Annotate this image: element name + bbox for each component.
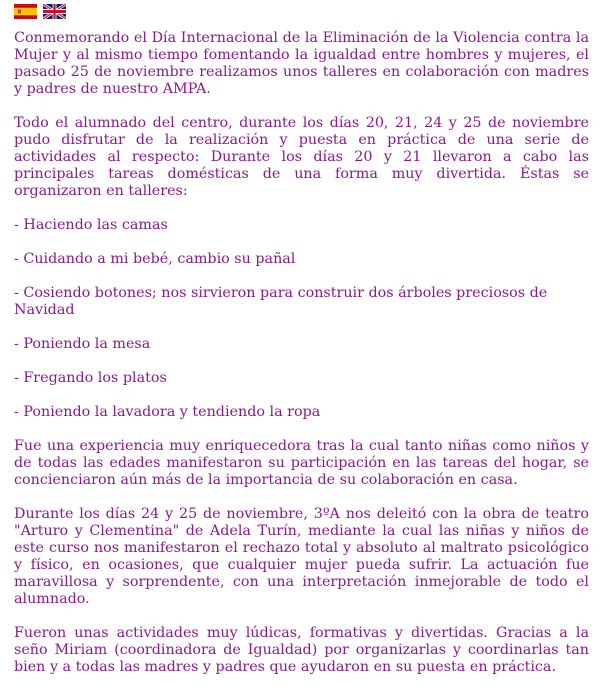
- list-item: - Haciendo las camas: [14, 217, 168, 233]
- uk-flag-icon[interactable]: [43, 4, 66, 19]
- list-item: - Poniendo la lavadora y tendiendo la ropa: [14, 404, 321, 420]
- closing-paragraph: Fueron unas actividades muy lúdicas, formativas y divertidas. Gracias a la seño Miriam (coordinadora de Igualdad) por organizarlas y coordinarlas tan bien y a todas las madres y padres que ayudaron en su puesta en práctica.: [14, 625, 589, 675]
- experience-paragraph: Fue una experiencia muy enriquecedora tras la cual tanto niñas como niños y de todas las edades manifestaron su participación en las tareas del hogar, se concienciaron aún más de la importancia de su colaboración en casa.: [14, 438, 589, 488]
- intro-paragraph: Conmemorando el Día Internacional de la Eliminación de la Violencia contra la Mujer y al mismo tiempo fomentando la igualdad entre hombres y mujeres, el pasado 25 de noviembre realizamos unos talleres en colaboración con madres y padres de nuestro AMPA.: [14, 30, 589, 97]
- list-item: - Cuidando a mi bebé, cambio su pañal: [14, 251, 296, 267]
- workshops-list: [14, 217, 589, 421]
- list-item: - Poniendo la mesa: [14, 336, 151, 352]
- activities-paragraph: Todo el alumnado del centro, durante los días 20, 21, 24 y 25 de noviembre pudo disfrutar de la realización y puesta en práctica de una serie de actividades al respecto: Durante los días 20 y 21 llevaron a cabo las principales tareas domésticas de una forma muy divertida. Éstas se organizaron en talleres:: [14, 115, 589, 199]
- article-body: [14, 30, 589, 693]
- theatre-paragraph: Durante los días 24 y 25 de noviembre, 3ºA nos deleitó con la obra de teatro "Arturo y Clementina" de Adela Turín, mediante la cual las niñas y niños de este curso nos manifestaron el rechazo total y absoluto al maltrato psicológico y físico, en ocasiones, que cualquier mujer pueda sufrir. La actuación fue maravillosa y sorprendente, con una interpretación inmejorable de todo el alumnado.: [14, 506, 589, 607]
- language-selector: [14, 4, 66, 19]
- spanish-flag-icon[interactable]: [14, 4, 37, 19]
- list-item: - Fregando los platos: [14, 370, 167, 386]
- list-item: - Cosiendo botones; nos sirvieron para construir dos árboles preciosos de Navidad: [14, 285, 548, 318]
